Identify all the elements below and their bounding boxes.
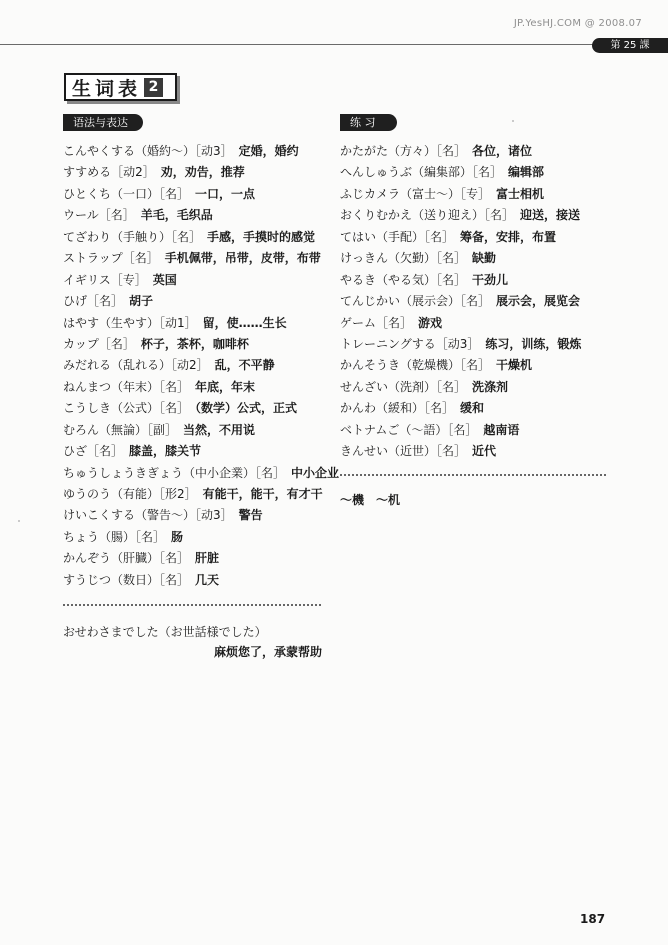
vocab-meaning: 越南语 bbox=[483, 422, 520, 437]
vocab-meaning: 劝，劝告，推荐 bbox=[160, 165, 245, 180]
vocab-reading: せんざい（洗剤）［名］ bbox=[340, 379, 467, 394]
vocabulary-title-box bbox=[64, 73, 177, 101]
vocab-reading: ゆうのう（有能）［形2］ bbox=[63, 487, 197, 501]
vocab-entry bbox=[340, 227, 610, 248]
vocab-meaning: 肠 bbox=[171, 529, 184, 544]
practice-vocab-list bbox=[340, 141, 610, 463]
vocab-entry bbox=[340, 248, 610, 269]
vocab-entry bbox=[340, 420, 610, 441]
vocab-entry bbox=[340, 377, 610, 398]
vocab-entry bbox=[340, 162, 610, 183]
vocab-reading: すうじつ（数日）［名］ bbox=[63, 572, 190, 587]
vocab-meaning: 练习，训练，锻炼 bbox=[485, 336, 582, 351]
vocab-entry bbox=[63, 227, 333, 248]
vocab-entry bbox=[63, 441, 333, 462]
vocab-meaning: 年底，年末 bbox=[195, 379, 256, 394]
vocab-reading: けいこくする（警告～）［动3］ bbox=[63, 508, 233, 523]
vocab-entry bbox=[63, 505, 333, 526]
vocab-reading: ウール［名］ bbox=[63, 208, 135, 223]
vocab-reading: ストラップ［名］ bbox=[63, 251, 159, 266]
vocab-reading: ひざ［名］ bbox=[63, 444, 124, 459]
vocab-reading: やるき（やる気）［名］ bbox=[340, 272, 467, 287]
vocab-reading: ふじカメラ（富士～）［专］ bbox=[340, 186, 491, 201]
vocab-reading: ちゅうしょうきぎょう（中小企業）［名］ bbox=[63, 465, 286, 480]
page-number: 187 bbox=[580, 912, 606, 926]
vocab-meaning: 迎送，接送 bbox=[520, 208, 581, 223]
dotted-divider-right bbox=[340, 460, 606, 476]
vocab-entry bbox=[340, 141, 610, 162]
section-label-grammar: 语法与表达 bbox=[63, 114, 143, 131]
vocab-reading: てざわり（手触り）［名］ bbox=[63, 229, 202, 244]
vocab-meaning: 缓和 bbox=[460, 401, 485, 416]
vocab-entry bbox=[63, 355, 333, 376]
vocab-entry bbox=[63, 205, 333, 226]
vocab-meaning: 胡子 bbox=[129, 294, 154, 309]
vocab-reading: ゲーム［名］ bbox=[340, 315, 413, 330]
vocab-meaning: 乱，不平静 bbox=[214, 358, 275, 373]
scan-speck bbox=[18, 520, 20, 522]
expression-text: おせわさまでした（お世話様でした） bbox=[63, 625, 267, 639]
vocab-reading: おくりむかえ（送り迎え）［名］ bbox=[340, 208, 515, 223]
vocab-reading: ひとくち（一口）［名］ bbox=[63, 186, 190, 201]
vocab-entry bbox=[340, 205, 610, 226]
vocab-meaning: 警告 bbox=[238, 508, 263, 523]
vocab-meaning: 几天 bbox=[195, 572, 220, 587]
vocab-meaning: 编辑部 bbox=[508, 165, 545, 180]
vocab-entry bbox=[63, 527, 333, 548]
vocab-meaning: 展示会，展览会 bbox=[496, 294, 581, 309]
suffix-entry: ～機 ～机 bbox=[340, 493, 401, 507]
vocab-meaning: 干劲儿 bbox=[472, 272, 509, 287]
vocab-meaning: 筹备，安排，布置 bbox=[460, 229, 557, 244]
vocab-meaning: 留，使……生长 bbox=[202, 315, 287, 330]
vocab-reading: ちょう（腸）［名］ bbox=[63, 529, 166, 544]
vocab-entry bbox=[63, 313, 333, 334]
vocab-entry bbox=[63, 334, 333, 355]
vocab-entry bbox=[340, 334, 610, 355]
vocab-reading: こんやくする（婚約～）［动3］ bbox=[63, 144, 233, 158]
vocab-reading: きんせい（近世）［名］ bbox=[340, 444, 467, 459]
vocab-meaning: 干燥机 bbox=[496, 358, 533, 373]
header-rule bbox=[0, 44, 668, 45]
vocab-meaning: 手机佩带，吊带，皮带，布带 bbox=[164, 251, 321, 266]
vocab-entry bbox=[63, 484, 333, 505]
vocab-reading: かんぞう（肝臓）［名］ bbox=[63, 551, 190, 566]
vocab-entry bbox=[63, 463, 340, 484]
vocab-entry bbox=[340, 270, 610, 291]
vocab-reading: はやす（生やす）［动1］ bbox=[63, 315, 197, 330]
vocabulary-title: 生词表 bbox=[72, 77, 142, 100]
vocab-reading: ひげ［名］ bbox=[63, 294, 124, 309]
vocab-entry bbox=[63, 420, 333, 441]
vocab-entry bbox=[63, 398, 333, 419]
vocab-entry bbox=[340, 291, 610, 312]
vocab-reading: てんじかい（展示会）［名］ bbox=[340, 294, 491, 309]
vocab-reading: みだれる（乱れる）［动2］ bbox=[63, 358, 209, 373]
vocabulary-title-number: 2 bbox=[144, 78, 163, 97]
vocab-reading: かんわ（緩和）［名］ bbox=[340, 401, 455, 416]
vocab-reading: かたがた（方々）［名］ bbox=[340, 144, 467, 158]
vocab-reading: むろん（無論）［副］ bbox=[63, 422, 178, 437]
vocab-meaning: 各位，诸位 bbox=[472, 144, 533, 158]
vocab-entry bbox=[63, 184, 333, 205]
vocab-meaning: 游戏 bbox=[418, 315, 443, 330]
vocab-entry bbox=[340, 313, 610, 334]
vocab-entry bbox=[340, 184, 610, 205]
vocab-meaning: 有能干，能干，有才干 bbox=[202, 487, 323, 501]
vocab-meaning: 羊毛，毛织品 bbox=[140, 208, 213, 223]
grammar-vocab-list bbox=[63, 141, 340, 591]
vocab-entry bbox=[63, 377, 333, 398]
vocab-meaning: 膝盖，膝关节 bbox=[129, 444, 202, 459]
lesson-tab: 第 25 課 bbox=[592, 38, 668, 53]
vocab-meaning: 定婚，婚约 bbox=[238, 144, 299, 158]
vocab-meaning: 肝脏 bbox=[195, 551, 220, 566]
vocab-entry bbox=[63, 270, 333, 291]
dotted-divider-left bbox=[63, 590, 321, 606]
vocab-meaning: 杯子，茶杯，咖啡杯 bbox=[140, 336, 249, 351]
vocab-reading: カップ［名］ bbox=[63, 336, 135, 351]
vocab-meaning: 近代 bbox=[472, 444, 497, 459]
vocab-reading: こうしき（公式）［名］ bbox=[63, 401, 190, 416]
vocab-meaning: 富士相机 bbox=[496, 186, 545, 201]
vocab-meaning: 手感，手摸时的感觉 bbox=[207, 229, 316, 244]
vocab-entry bbox=[340, 398, 610, 419]
vocab-reading: ねんまつ（年末）［名］ bbox=[63, 379, 190, 394]
vocab-entry bbox=[340, 355, 610, 376]
vocab-reading: ベトナムご（～語）［名］ bbox=[340, 422, 478, 437]
vocab-entry bbox=[63, 141, 333, 162]
vocab-meaning: 洗涤剂 bbox=[472, 379, 509, 394]
vocab-meaning: 缺勤 bbox=[472, 251, 497, 266]
vocab-reading: トレーニングする［动3］ bbox=[340, 336, 480, 351]
expression-meaning: 麻烦您了，承蒙帮助 bbox=[214, 645, 323, 659]
vocab-entry bbox=[63, 248, 333, 269]
vocab-entry bbox=[63, 570, 333, 591]
vocab-reading: けっきん（欠勤）［名］ bbox=[340, 251, 467, 266]
watermark: JP.YesHJ.COM @ 2008.07 bbox=[513, 18, 642, 29]
vocab-entry bbox=[63, 162, 333, 183]
vocab-meaning: 中小企业 bbox=[291, 465, 340, 480]
section-label-practice: 练 习 bbox=[340, 114, 397, 131]
vocab-reading: イギリス［专］ bbox=[63, 272, 147, 287]
vocab-entry bbox=[63, 548, 333, 569]
vocab-entry bbox=[63, 291, 333, 312]
vocab-reading: てはい（手配）［名］ bbox=[340, 229, 455, 244]
vocab-meaning: （数学）公式，正式 bbox=[195, 401, 298, 416]
vocab-meaning: 英国 bbox=[152, 272, 177, 287]
vocab-reading: かんそうき（乾燥機）［名］ bbox=[340, 358, 491, 373]
vocab-meaning: 当然，不用说 bbox=[183, 422, 256, 437]
vocab-meaning: 一口，一点 bbox=[195, 186, 256, 201]
vocab-reading: へんしゅうぶ（編集部）［名］ bbox=[340, 165, 503, 180]
vocab-reading: すすめる［动2］ bbox=[63, 165, 155, 180]
scan-speck bbox=[512, 120, 514, 122]
